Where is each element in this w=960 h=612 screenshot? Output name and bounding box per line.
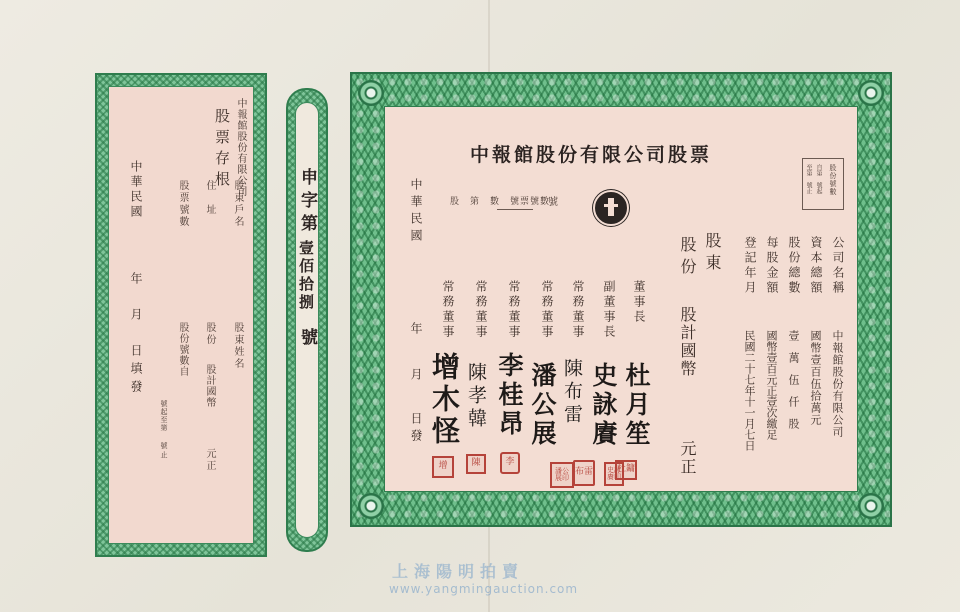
seal-stamp: 史詠賡印 <box>604 462 624 486</box>
info-value-company: 中報館股份有限公司 <box>831 330 844 438</box>
certificate-number-underline <box>497 209 533 210</box>
stub-company: 中報館股份有限公司 <box>235 98 246 197</box>
signature-vice-chairman: 史詠賡 <box>589 362 618 449</box>
seal-stamp: 潘公展印 <box>550 462 574 488</box>
corner-ornament <box>358 493 384 519</box>
stub-era: 中華民國 <box>129 160 143 220</box>
certificate-issue-day: 日發 <box>409 412 423 446</box>
stub-date-line: 年 月 日填發 <box>129 272 143 398</box>
box-label-shares: 股份號數 <box>829 164 837 196</box>
seal-stamp: 杜鏞 <box>615 460 637 480</box>
stub-to-no: 號起至第 <box>160 400 168 432</box>
officer-title-director: 常務董事 <box>441 280 455 340</box>
box-label-from: 自第 號起 <box>815 164 822 194</box>
corner-ornament <box>858 493 884 519</box>
corner-ornament <box>358 80 384 106</box>
shares-label: 股份 <box>678 236 697 280</box>
watermark-url: www.yangmingauction.com <box>389 582 579 596</box>
info-label-registered: 登記年月 <box>743 236 757 296</box>
signature-director: 李桂昂 <box>495 352 524 439</box>
company-emblem-icon <box>593 190 629 226</box>
officer-title-director: 常務董事 <box>474 280 488 340</box>
yuan-label: 元正 <box>678 440 697 476</box>
info-value-registered: 民國二十七年十一月七日 <box>743 330 756 451</box>
info-label-total-shares: 股份總數 <box>787 236 801 296</box>
serial-number: 壹佰拾捌 <box>297 240 315 312</box>
stub-shares: 股份 <box>204 322 215 346</box>
serial-prefix: 申字第 <box>297 168 317 237</box>
stub-stop-no: 號止 <box>160 442 168 460</box>
info-value-per-share: 國幣壹百元正壹次繳足 <box>765 330 778 440</box>
signature-director: 增木怪 <box>428 352 461 448</box>
certificate-title: 中報館股份有限公司股票 <box>470 144 713 166</box>
officer-title-chairman: 董事長 <box>632 280 646 325</box>
info-label-per-share: 每股金額 <box>765 236 779 296</box>
officer-title-director: 常務董事 <box>507 280 521 340</box>
stub-holder-name: 股東姓名 <box>232 322 243 370</box>
certificate-era: 中華民國 <box>409 178 423 246</box>
signature-director: 陳布雷 <box>561 358 583 427</box>
officer-title-director: 常務董事 <box>571 280 585 340</box>
seal-stamp: 增 <box>432 456 454 478</box>
certificate-number-label: 股 第 數 號票號數 <box>450 197 551 207</box>
seal-stamp: 陳 <box>466 454 486 474</box>
officer-title-director: 常務董事 <box>540 280 554 340</box>
info-value-total-shares: 壹 萬 伍 仟 股 <box>787 330 800 429</box>
stub-address: 住 址 <box>204 180 215 216</box>
seal-stamp: 布雷 <box>573 460 595 486</box>
holder-label: 股東 <box>703 232 722 276</box>
stub-holder-house: 股東戶名 <box>232 180 243 228</box>
serial-suffix: 號 <box>297 328 317 351</box>
info-label-company: 公司名稱 <box>831 236 845 296</box>
stub-title: 股票存根 <box>213 108 231 192</box>
stub-cert-no: 股票號數 <box>177 180 188 228</box>
signature-director: 潘公展 <box>528 362 557 449</box>
officer-title-vice-chairman: 副董事長 <box>602 280 616 340</box>
seal-stamp: 李 <box>500 452 520 474</box>
watermark-text: 上海陽明拍賣 <box>392 562 525 581</box>
info-label-capital: 資本總額 <box>809 236 823 296</box>
stub-yuan: 元正 <box>204 448 215 472</box>
certificate-number-suffix: 號 <box>548 197 560 208</box>
corner-ornament <box>858 80 884 106</box>
info-value-capital: 國幣壹百伍拾萬元 <box>809 330 822 426</box>
certificate-year: 年 <box>409 322 423 337</box>
certificate-month: 月 <box>409 368 423 383</box>
box-label-to: 至第 號止 <box>805 164 812 194</box>
stub-shares-no: 股份號數自 <box>177 322 188 377</box>
stub-shares-total: 股計國幣 <box>204 364 215 408</box>
shares-total-label: 股計國幣 <box>678 306 697 378</box>
signature-director: 陳孝韓 <box>465 362 487 431</box>
signature-chairman: 杜月笙 <box>622 362 651 449</box>
